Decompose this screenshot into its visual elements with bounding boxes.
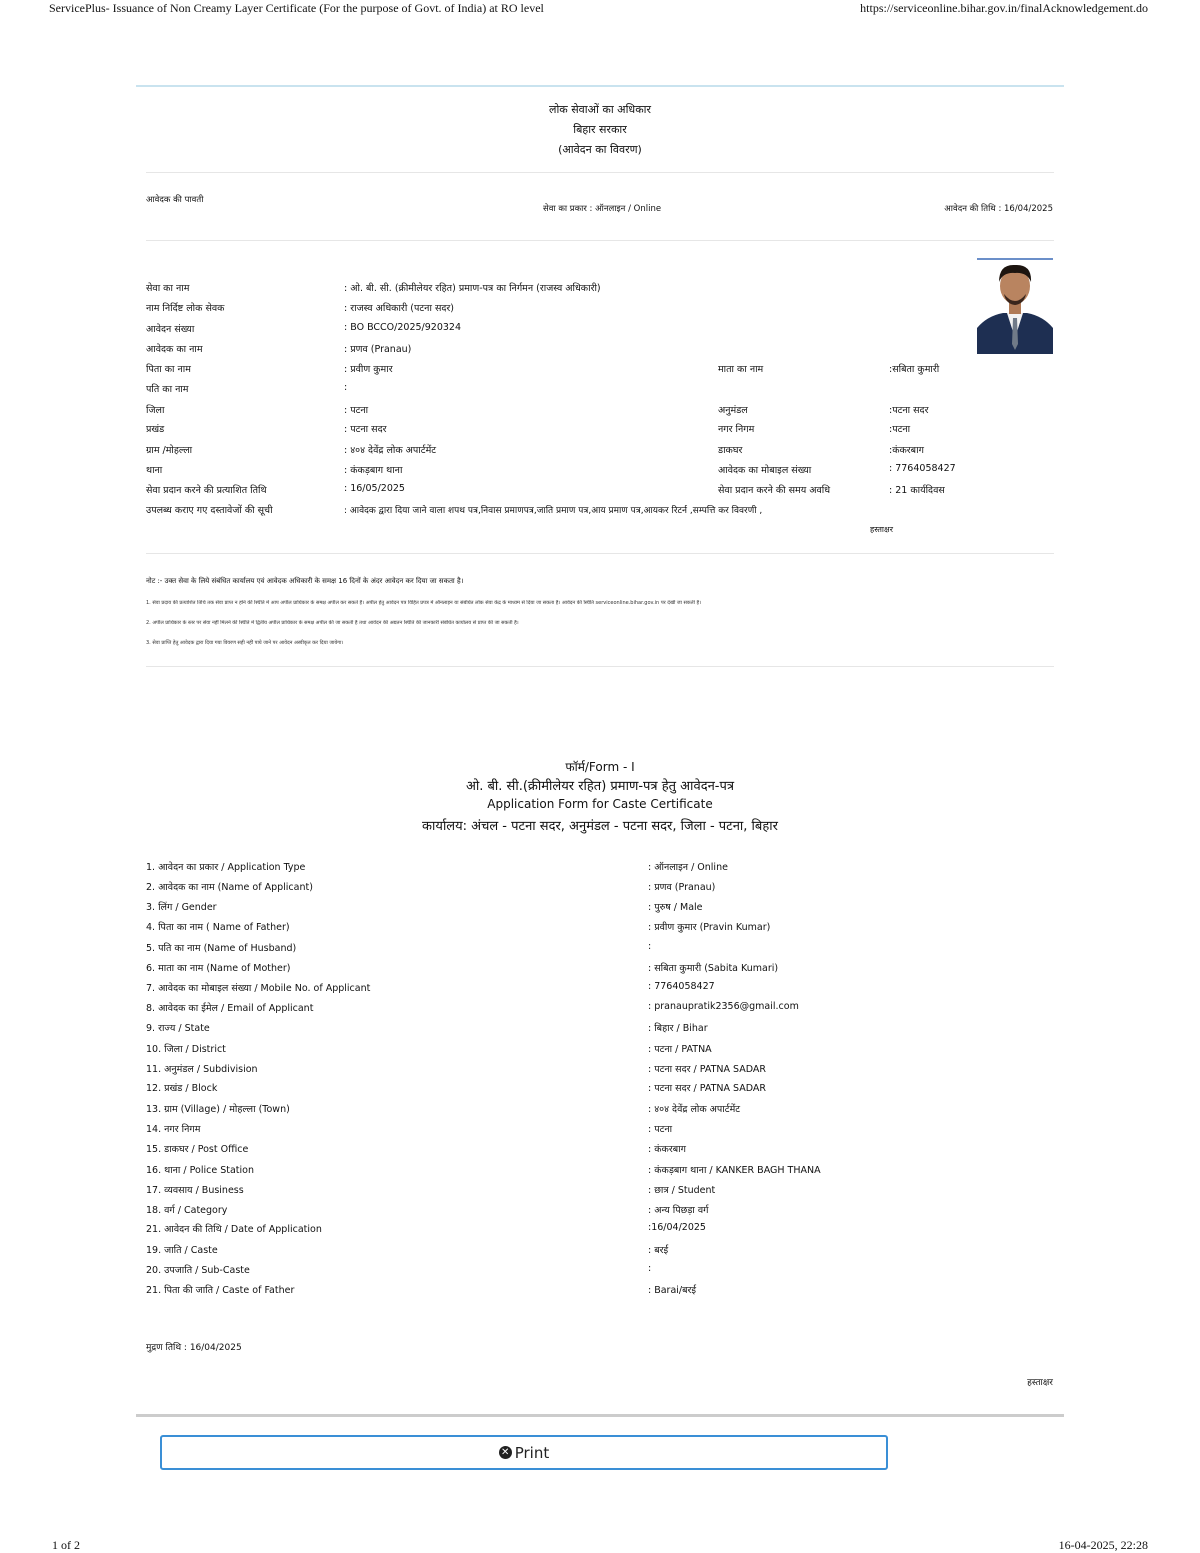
- note-1: 1. सेवा प्रदाय की प्रत्याशित तिथि तक सेवा प्राप्त न होने की स्थिति में आप अपील प्राधिकार के समक्ष अपील कर सकते हैं। अपील हेतु आवेदन पत्र विहित प्रपत्र में ऑनलाइन या संबंधित लोक सेवा केंद्र के माध्यम से दिया जा सकता है। आवेदन की स्थिति serviceonline.bihar.gov.in पर देखी जा सकती है।: [146, 600, 702, 606]
- detail-row: सेवा का नाम : ओ. बी. सी. (क्रीमीलेयर रहित) प्रमाण-पत्र का निर्गमन (राजस्व अधिकारी): [146, 283, 601, 294]
- note-2: 2. अपील प्राधिकार के स्तर पर सेवा नहीं मिलने की स्थिति में द्वितीय अपील प्राधिकार के समक्ष अपील की जा सकती है तथा आवेदन की अद्यतन स्थिति की जानकारी संबंधित कार्यालय से प्राप्त की जा सकती है।: [146, 620, 519, 626]
- form-subtitle-english: Application Form for Caste Certificate: [487, 797, 713, 811]
- print-button-label: Print: [514, 1443, 550, 1462]
- print-datetime: 16-04-2025, 22:28: [1058, 1538, 1148, 1552]
- x-circle-icon: ✕: [499, 1446, 512, 1459]
- form-row: 17. व्यवसाय / Business : छात्र / Student: [146, 1185, 716, 1196]
- detail-row: थाना : कंकड़बाग थाना आवेदक का मोबाइल संख्या : 7764058427: [146, 463, 956, 476]
- page-number: 1 of 2: [52, 1538, 80, 1552]
- header-line2: बिहार सरकार: [573, 123, 627, 136]
- detail-row: प्रखंड : पटना सदर नगर निगम :पटना: [146, 424, 911, 435]
- form-row: 21. पिता की जाति / Caste of Father : Barai/बरई: [146, 1285, 697, 1296]
- form-row: 21. आवेदन की तिथि / Date of Application :16/04/2025: [146, 1222, 706, 1235]
- divider: [146, 240, 1054, 241]
- form-row: 11. अनुमंडल / Subdivision : पटना सदर / PATNA SADAR: [146, 1064, 767, 1075]
- page-title: ServicePlus- Issuance of Non Creamy Layer Certificate (For the purpose of Govt. of India) at RO level: [49, 1, 544, 15]
- form-row: 3. लिंग / Gender : पुरुष / Male: [146, 902, 703, 913]
- form-row: 14. नगर निगम : पटना: [146, 1124, 673, 1135]
- detail-row: पिता का नाम : प्रवीण कुमार माता का नाम :सबिता कुमारी: [146, 364, 940, 375]
- form-row: 8. आवेदक का ईमेल / Email of Applicant : pranaupratik2356@gmail.com: [146, 1001, 799, 1014]
- top-divider: [136, 85, 1064, 87]
- header-line1: लोक सेवाओं का अधिकार: [549, 103, 651, 116]
- application-date: आवेदन की तिथि : 16/04/2025: [944, 204, 1053, 214]
- form-row: 7. आवेदक का मोबाइल संख्या / Mobile No. of Applicant : 7764058427: [146, 981, 715, 994]
- form-row: 15. डाकघर / Post Office : कंकरबाग: [146, 1144, 686, 1155]
- browser-header: [0, 0, 1200, 16]
- page-url[interactable]: https://serviceonline.bihar.gov.in/finalAcknowledgement.do: [860, 1, 1148, 15]
- signature-label: हस्ताक्षर: [870, 525, 893, 534]
- detail-row: आवेदन संख्या : BO BCCO/2025/920324: [146, 322, 462, 335]
- note-3: 3. सेवा प्राप्ति हेतु आवेदक द्वारा दिया गया विवरण सही नहीं पाये जाने पर आवेदन अस्वीकृत कर दिया जायेगा।: [146, 640, 344, 646]
- detail-row: उपलब्ध कराए गए दस्तावेजों की सूची : आवेदक द्वारा दिया जाने वाला शपथ पत्र,निवास प्रमाणपत्र,जाति प्रमाण पत्र,आय प्रमाण पत्र,आयकर रिटर्न ,सम्पत्ति कर विवरणी ,: [146, 505, 763, 516]
- form-row: 4. पिता का नाम ( Name of Father) : प्रवीण कुमार (Pravin Kumar): [146, 922, 771, 933]
- form-row: 9. राज्य / State : बिहार / Bihar: [146, 1023, 708, 1034]
- form-row: 20. उपजाति / Sub-Caste :: [146, 1263, 652, 1276]
- form-row: 5. पति का नाम (Name of Husband) :: [146, 941, 652, 954]
- form-row: 12. प्रखंड / Block : पटना सदर / PATNA SADAR: [146, 1083, 767, 1094]
- print-date: मुद्रण तिथि : 16/04/2025: [146, 1343, 242, 1353]
- detail-row: ग्राम /मोहल्ला : ४०४ देवेंद्र लोक अपार्टमेंट डाकघर :कंकरबाग: [146, 445, 924, 456]
- form-row: 2. आवेदक का नाम (Name of Applicant) : प्रणव (Pranau): [146, 882, 716, 893]
- form-row: 1. आवेदन का प्रकार / Application Type : ऑनलाइन / Online: [146, 862, 728, 873]
- receipt-label: आवेदक की पावती: [146, 195, 204, 205]
- bottom-divider: [136, 1414, 1064, 1417]
- form-row: 10. जिला / District : पटना / PATNA: [146, 1044, 712, 1055]
- form-row: 18. वर्ग / Category : अन्य पिछड़ा वर्ग: [146, 1205, 709, 1216]
- divider: [146, 666, 1054, 667]
- detail-row: पति का नाम :: [146, 382, 348, 395]
- form-subtitle-hindi: ओ. बी. सी.(क्रीमीलेयर रहित) प्रमाण-पत्र हेतु आवेदन-पत्र: [465, 779, 735, 794]
- form-signature: हस्ताक्षर: [1027, 1378, 1053, 1388]
- form-row: 13. ग्राम (Village) / मोहल्ला (Town) : ४०४ देवेंद्र लोक अपार्टमेंट: [146, 1104, 741, 1115]
- form-row: 6. माता का नाम (Name of Mother) : सबिता कुमारी (Sabita Kumari): [146, 963, 779, 974]
- form-row: 19. जाति / Caste : बरई: [146, 1245, 669, 1256]
- note-heading: नोट :- उक्त सेवा के लिये संबंधित कार्यालय एवं आवेदक अधिकारी के समक्ष 16 दिनों के अंदर आवेदन कर दिया जा सकता है।: [146, 577, 464, 585]
- detail-row: जिला : पटना अनुमंडल :पटना सदर: [146, 405, 929, 416]
- detail-row: आवेदक का नाम : प्रणव (Pranau): [146, 344, 412, 355]
- form-title: फॉर्म/Form - I: [565, 760, 635, 774]
- form-row: 16. थाना / Police Station : कंकड़बाग थाना / KANKER BAGH THANA: [146, 1165, 821, 1176]
- header-line3: (आवेदन का विवरण): [558, 143, 642, 156]
- detail-row: नाम निर्दिष्ट लोक सेवक : राजस्व अधिकारी (पटना सदर): [146, 303, 454, 314]
- service-type: सेवा का प्रकार : ऑनलाइन / Online: [543, 204, 662, 214]
- print-button[interactable]: [160, 1435, 888, 1470]
- detail-row: सेवा प्रदान करने की प्रत्याशित तिथि : 16/05/2025 सेवा प्रदान करने की समय अवधि : 21 कार्यदिवस: [146, 483, 945, 496]
- divider: [146, 553, 1054, 554]
- divider: [146, 172, 1054, 173]
- form-office: कार्यालय: अंचल - पटना सदर, अनुमंडल - पटना सदर, जिला - पटना, बिहार: [422, 819, 778, 834]
